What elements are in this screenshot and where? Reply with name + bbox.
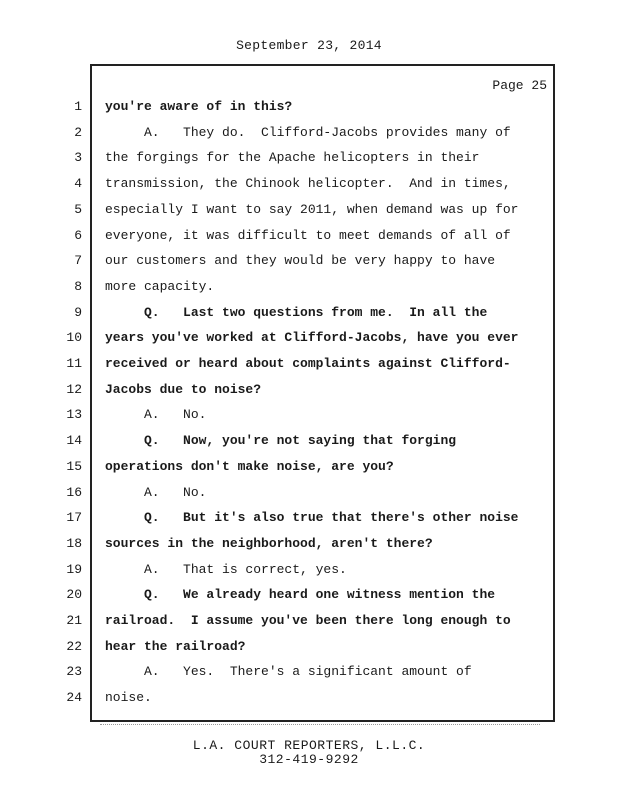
transcript-line: [0, 508, 570, 528]
page-number: Page 25: [492, 78, 547, 93]
line-number: 2: [74, 124, 82, 140]
line-text: more capacity.: [105, 278, 215, 294]
line-number: 6: [74, 227, 82, 243]
line-number: 21: [66, 613, 82, 628]
line-text: everyone, it was difficult to meet demands of all of: [105, 227, 511, 243]
transcript-line: [0, 123, 570, 143]
line-text: A. They do. Clifford-Jacobs provides many of: [105, 124, 511, 140]
line-number: 11: [66, 356, 82, 371]
footer-divider: [100, 724, 540, 725]
line-text: Q. Now, you're not saying that forging: [105, 433, 457, 449]
line-text: Q. We already heard one witness mention the: [105, 587, 496, 603]
line-number: 23: [66, 664, 82, 680]
transcript-line: [0, 688, 570, 708]
transcript-line: [0, 585, 570, 605]
transcript-line: [0, 251, 570, 271]
transcript-line: [0, 431, 570, 451]
transcript-line: [0, 174, 570, 194]
transcript-line: [0, 200, 570, 220]
line-text: sources in the neighborhood, aren't there?: [105, 535, 433, 551]
line-text: A. That is correct, yes.: [105, 561, 347, 577]
court-reporter-name: L.A. COURT REPORTERS, L.L.C.: [192, 738, 426, 753]
line-text: railroad. I assume you've been there long enough to: [105, 613, 511, 628]
transcript-line: [0, 303, 570, 323]
line-text: hear the railroad?: [105, 638, 246, 654]
line-text: Q. Last two questions from me. In all the: [105, 304, 488, 320]
line-number: 14: [66, 433, 82, 449]
transcript-line: [0, 380, 570, 400]
transcript-line: [0, 354, 570, 374]
line-text: Q. But it's also true that there's other noise: [105, 510, 519, 526]
transcript-date: September 23, 2014: [236, 38, 382, 53]
line-number: 15: [66, 458, 82, 474]
line-number: 17: [66, 510, 82, 526]
transcript-line: [0, 97, 570, 117]
line-text: operations don't make noise, are you?: [105, 458, 394, 474]
transcript-line: [0, 611, 570, 631]
transcript-line: [0, 560, 570, 580]
line-number: 24: [66, 690, 82, 706]
line-text: years you've worked at Clifford-Jacobs, have you ever: [105, 330, 519, 346]
line-text: transmission, the Chinook helicopter. And in times,: [105, 176, 511, 192]
transcript-line: [0, 277, 570, 297]
transcript-line: [0, 148, 570, 168]
transcript-line: [0, 662, 570, 682]
line-number: 18: [66, 535, 82, 551]
line-text: A. No.: [105, 407, 207, 423]
line-number: 8: [74, 278, 82, 294]
transcript-line: [0, 534, 570, 554]
line-number: 7: [74, 253, 82, 269]
line-number: 16: [66, 484, 82, 500]
line-number: 9: [74, 304, 82, 320]
court-reporter-phone: 312-419-9292: [259, 752, 359, 767]
line-text: the forgings for the Apache helicopters in their: [105, 150, 480, 166]
line-text: you're aware of in this?: [105, 99, 293, 114]
line-number: 10: [66, 330, 82, 346]
line-text: A. Yes. There's a significant amount of: [105, 664, 472, 680]
line-text: noise.: [105, 690, 152, 706]
transcript-line: [0, 637, 570, 657]
line-number: 3: [74, 150, 82, 166]
transcript-line: [0, 457, 570, 477]
line-number: 5: [74, 201, 82, 217]
transcript-line: [0, 483, 570, 503]
line-text: our customers and they would be very happy to have: [105, 253, 496, 269]
line-number: 19: [66, 561, 82, 577]
transcript-line: [0, 226, 570, 246]
transcript-line: [0, 328, 570, 348]
line-text: especially I want to say 2011, when demand was up for: [105, 201, 519, 217]
line-text: Jacobs due to noise?: [105, 381, 262, 397]
line-number: 13: [66, 407, 82, 423]
line-number: 22: [66, 638, 82, 654]
line-text: received or heard about complaints against Clifford-: [105, 356, 511, 371]
transcript-line: [0, 405, 570, 425]
line-number: 12: [66, 381, 82, 397]
line-number: 4: [74, 176, 82, 192]
line-text: A. No.: [105, 484, 207, 500]
line-number: 20: [66, 587, 82, 603]
line-number: 1: [74, 99, 82, 114]
